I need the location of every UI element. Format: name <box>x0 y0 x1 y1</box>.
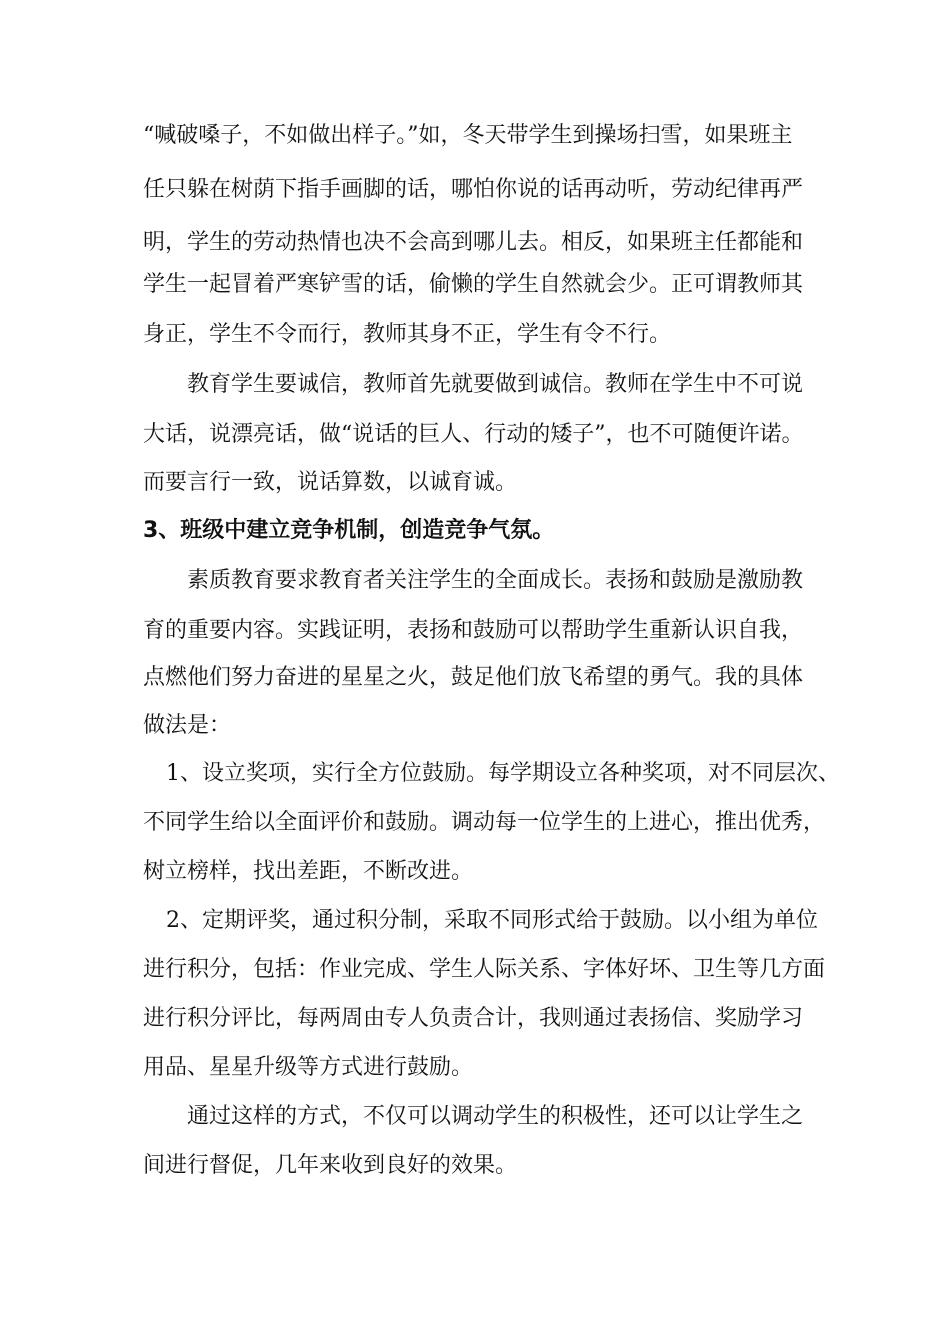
paragraph-line: “喊破嗓子，不如做出样子。”如，冬天带学生到操场扫雪，如果班主 <box>143 123 793 148</box>
paragraph-line: 点燃他们努力奋进的星星之火，鼓足他们放飞希望的勇气。我的具体 <box>143 665 804 690</box>
paragraph-line: 不同学生给以全面评价和鼓励。调动每一位学生的上进心，推出优秀， <box>143 810 826 835</box>
paragraph-line: 而要言行一致，说话算数，以诚育诚。 <box>143 470 518 495</box>
paragraph-line: 用品、星星升级等方式进行鼓励。 <box>143 1055 474 1080</box>
paragraph-line: 身正，学生不令而行，教师其身不正，学生有令不行。 <box>143 322 672 347</box>
paragraph-line: 学生一起冒着严寒铲雪的话，偷懒的学生自然就会少。正可谓教师其 <box>143 272 804 297</box>
section-heading: 3、班级中建立竞争机制，创造竞争气氛。 <box>143 518 555 543</box>
paragraph-line: 进行积分评比，每两周由专人负责合计，我则通过表扬信、奖励学习 <box>143 1006 804 1031</box>
paragraph-line: 任只躲在树荫下指手画脚的话，哪怕你说的话再动听，劳动纪律再严 <box>143 177 804 202</box>
paragraph-line: 素质教育要求教育者关注学生的全面成长。表扬和鼓励是激励教 <box>187 568 804 593</box>
paragraph-line: 通过这样的方式，不仅可以调动学生的积极性，还可以让学生之 <box>187 1104 804 1129</box>
list-item-line: 2、定期评奖，通过积分制，采取不同形式给于鼓励。以小组为单位 <box>166 908 818 933</box>
paragraph-line: 育的重要内容。实践证明，表扬和鼓励可以帮助学生重新认识自我， <box>143 618 804 643</box>
paragraph-line: 教育学生要诚信，教师首先就要做到诚信。教师在学生中不可说 <box>187 372 804 397</box>
paragraph-line: 大话，说漂亮话，做“说话的巨人、行动的矮子”，也不可随便许诺。 <box>143 422 804 447</box>
paragraph-line: 间进行督促，几年来收到良好的效果。 <box>143 1153 518 1178</box>
paragraph-line: 明，学生的劳动热情也决不会高到哪儿去。相反，如果班主任都能和 <box>143 230 804 255</box>
paragraph-line: 树立榜样，找出差距，不断改进。 <box>143 859 474 884</box>
paragraph-line: 进行积分，包括：作业完成、学生人际关系、字体好坏、卫生等几方面 <box>143 957 826 982</box>
list-item-line: 1、设立奖项，实行全方位鼓励。每学期设立各种奖项，对不同层次、 <box>166 761 840 786</box>
paragraph-line: 做法是： <box>143 713 232 738</box>
